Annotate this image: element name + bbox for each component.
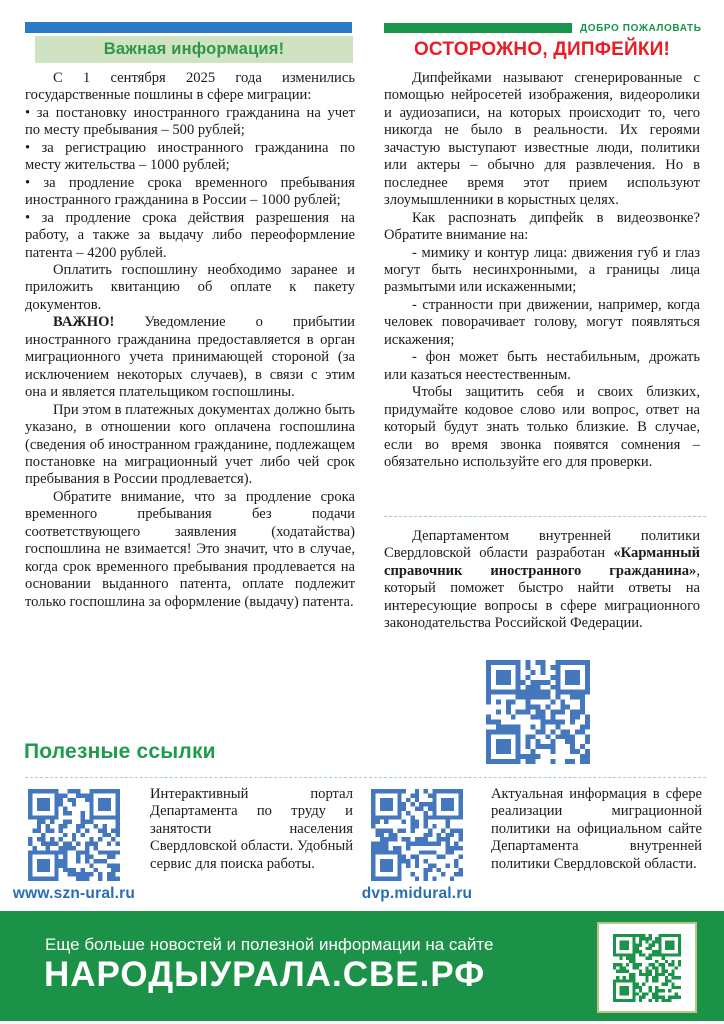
paragraph: С 1 сентября 2025 года изменились государственные пошлины в сфере миграции: [25, 70, 355, 104]
qr-szn-ural [28, 789, 120, 881]
link-midural[interactable]: dvp.midural.ru [361, 885, 473, 902]
paragraph: При этом в платежных документах должно быть указано, в отношении кого оплачена госпошлина (сведения об иностранном гражданине, подлежащем постановке на миграционный учет либо чей срок пребывания в России продлевается). [25, 401, 356, 488]
handbook-paragraph [384, 528, 700, 633]
bullet-item: • за постановку иностранного гражданина на учет по месту пребывания – 500 рублей; [25, 104, 355, 139]
left-column-text [25, 70, 355, 611]
right-column-text [384, 70, 700, 471]
important-lead: ВАЖНО! [53, 314, 115, 331]
footer-subtitle: Еще больше новостей и полезной информации на сайте [45, 935, 494, 954]
handbook-title-bold: «Карманный справочник иностранного гражданина» [384, 545, 700, 579]
bullet-item: • за продление срока действия разрешения на работу, а также за выдачу либо переоформление патента – 4200 рублей. [25, 209, 355, 261]
important-rest: Уведомление о прибытии иностранного гражданина предоставляется в орган миграционного учета принимающей стороной (за исключением некоторых случаев), в связи с этим она и является плательщиком госпошлины. [25, 314, 355, 401]
paragraph-important [25, 314, 355, 401]
paragraph: Обратите внимание, что за продление срока временного пребывания без подачи соответствующего заявления (ходатайства) госпошлина не взимается! Это значит, что в случае, когда срок временного пребывания продлевается на основании выданного патента, оплате подлежит только госпошлина за оформление (выдачу) патента. [25, 488, 355, 610]
paragraph: Как распознать дипфейк в видеозвонке? Обратите внимание на: [384, 209, 700, 244]
useful-links-title: Полезные ссылки [24, 740, 216, 763]
link-description [150, 786, 353, 873]
welcome-header [384, 22, 700, 34]
important-info-title: Важная информация! [103, 40, 285, 58]
footer-site-url[interactable]: НАРОДЫУРАЛА.СВЕ.РФ [44, 955, 486, 994]
list-item: - фон может быть нестабильным, дрожать или казаться неестественным. [384, 349, 700, 383]
handbook-text-before: Департаментом внутренней политики Свердловской области разработан [384, 528, 700, 562]
bullet-item: • за продление срока временного пребывания иностранного гражданина в России – 1000 рублей; [25, 174, 355, 209]
decorative-blue-bar [25, 22, 352, 33]
dashed-divider [25, 777, 706, 778]
paragraph: Чтобы защитить себя и своих близких, придумайте кодовое слово или вопрос, ответ на который будут знать только близкие. В случае, если во время звонка появятся сомнения – обязательно используйте его для проверки. [384, 384, 700, 470]
list-item: - странности при движении, например, когда человек поворачивает голову, могут появляться искажения; [384, 296, 700, 348]
qr-midural [371, 789, 463, 881]
paragraph: Дипфейками называют сгенерированные с помощью нейросетей изображения, видеоролики и аудиозаписи, на которых происходит то, чего никогда не было в реальности. Их героями зачастую выступают известные люди, политики или актеры – обычно для развлечения. Но в последнее время этот прием используют злоумышленники в корыстных целях. [384, 70, 700, 209]
paragraph [384, 528, 700, 633]
bullet-item: • за регистрацию иностранного гражданина по месту жительства – 1000 рублей; [25, 139, 355, 174]
paragraph: Оплатить госпошлину необходимо заранее и приложить квитанцию об оплате к пакету документов. [25, 261, 355, 313]
link-szn-ural[interactable]: www.szn-ural.ru [12, 885, 136, 902]
paragraph: Актуальная информация в сфере реализации миграционной политики на официальном сайте Департамента внутренней политики Свердловской области. [491, 786, 702, 872]
footer-qr-card [597, 922, 697, 1013]
paragraph: Интерактивный портал Департамента по труду и занятости населения Свердловской области. Удобный сервис для поиска работы. [150, 786, 353, 872]
list-item: - мимику и контур лица: движения губ и глаз могут быть несинхронными, а границы лица размытыми или искаженными; [384, 244, 700, 296]
dashed-divider [384, 516, 706, 517]
important-info-banner [35, 36, 353, 63]
deepfake-warning-title: ОСТОРОЖНО, ДИПФЕЙКИ! [413, 39, 671, 60]
qr-footer [613, 934, 681, 1002]
qr-handbook [486, 660, 590, 764]
link-description [491, 786, 702, 873]
welcome-label: ДОБРО ПОЖАЛОВАТЬ [580, 22, 702, 34]
decorative-green-bar [384, 23, 572, 33]
handbook-text-after: , который поможет быстро найти ответы на интересующие вопросы в сфере миграционного законодательства Российской Федерации. [384, 562, 700, 632]
footer-banner [0, 911, 724, 1021]
